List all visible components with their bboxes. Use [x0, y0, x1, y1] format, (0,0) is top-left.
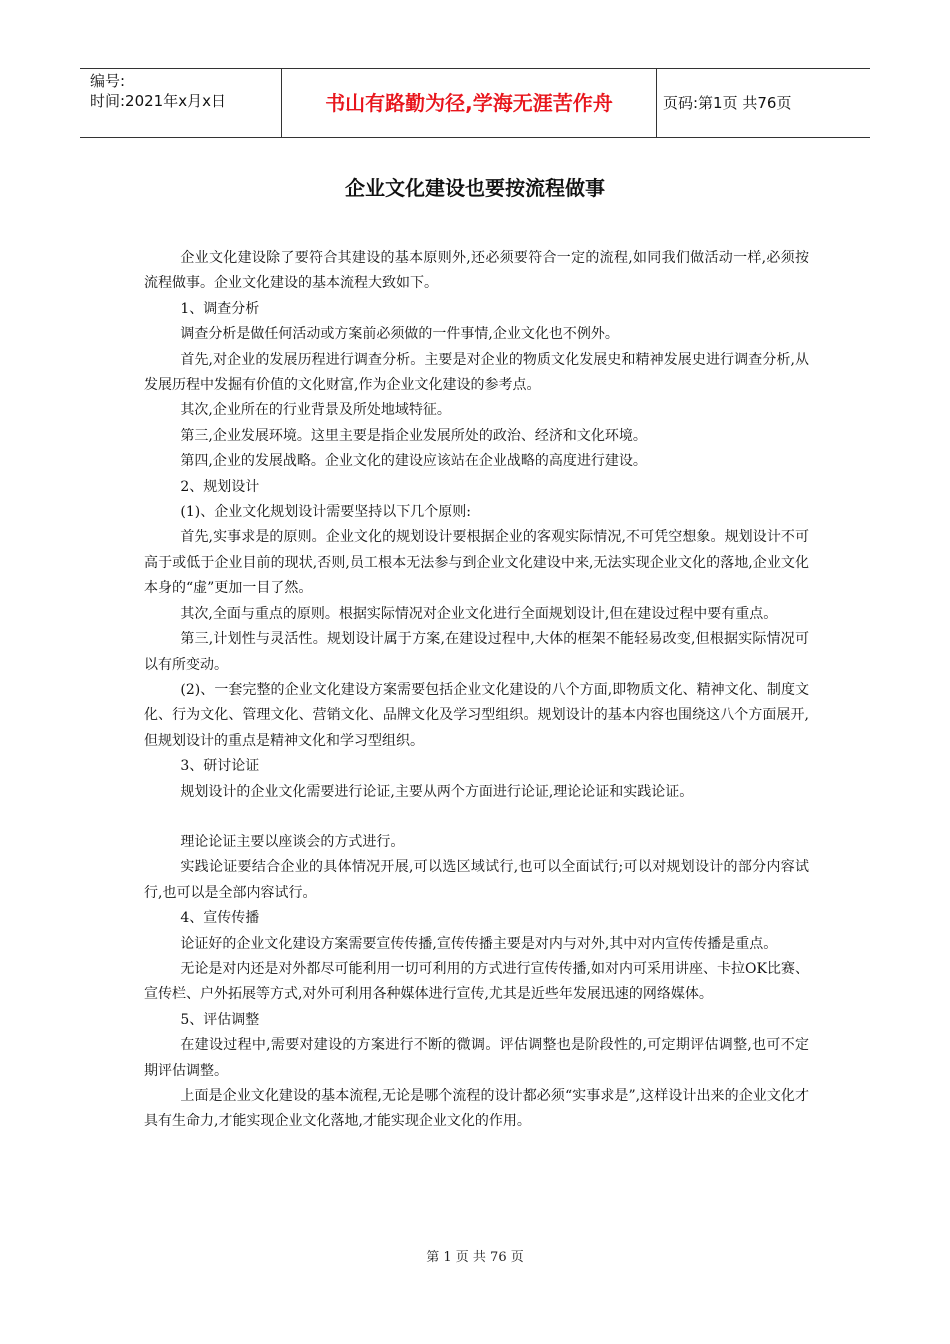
- paragraph: 论证好的企业文化建设方案需要宣传传播,宣传传播主要是对内与对外,其中对内宣传传播是重点。: [180, 935, 778, 952]
- section-heading: 1、调查分析: [180, 300, 260, 317]
- paragraph: 其次,企业所在的行业背景及所处地域特征。: [180, 402, 451, 419]
- document-title: 企业文化建设也要按流程做事: [345, 176, 605, 200]
- section-heading: 3、研讨论证: [180, 758, 260, 775]
- paragraph: 其次,全面与重点的原则。根据实际情况对企业文化进行全面规划设计,但在建设过程中要有重点。: [180, 605, 778, 622]
- document-date-label: 时间:2021年x月x日: [90, 92, 226, 110]
- paragraph: 调查分析是做任何活动或方案前必须做的一件事情,企业文化也不例外。: [180, 326, 619, 343]
- paragraph: 上面是企业文化建设的基本流程,无论是哪个流程的设计都必须“实事求是”,这样设计出来的企业文化才具有生命力,才能实现企业文化落地,才能实现企业文化的作用。: [144, 1088, 809, 1130]
- header-motto-cell: [281, 69, 657, 137]
- paragraph: (2)、一套完整的企业文化建设方案需要包括企业文化建设的八个方面,即物质文化、精神文化、制度文化、行为文化、管理文化、营销文化、品牌文化及学习型组织。规划设计的基本内容也围绕这八个方面展开,但规划设计的重点是精神文化和学习型组织。: [144, 681, 809, 749]
- paragraph: 第三,企业发展环境。这里主要是指企业发展所处的政治、经济和文化环境。: [180, 427, 647, 444]
- page-footer: 第 1 页 共 76 页: [426, 1250, 524, 1265]
- header-page-label: 页码:第1页 共76页: [663, 94, 792, 112]
- paragraph: 第三,计划性与灵活性。规划设计属于方案,在建设过程中,大体的框架不能轻易改变,但根据实际情况可以有所变动。: [144, 631, 809, 673]
- page-header: [80, 68, 870, 138]
- paragraph: 理论论证主要以座谈会的方式进行。: [180, 833, 405, 850]
- paragraph: 第四,企业的发展战略。企业文化的建设应该站在企业战略的高度进行建设。: [180, 453, 647, 470]
- paragraph: 无论是对内还是对外都尽可能利用一切可利用的方式进行宣传传播,如对内可采用讲座、卡拉OK比赛、宣传栏、户外拓展等方式,对外可利用各种媒体进行宣传,尤其是近些年发展迅速的网络媒体。: [144, 960, 809, 1003]
- header-info-cell: [80, 69, 280, 137]
- paragraph: 首先,实事求是的原则。企业文化的规划设计要根据企业的客观实际情况,不可凭空想象。规划设计不可高于或低于企业目前的现状,否则,员工根本无法参与到企业文化建设中来,无法实现企业文化的落地,企业文化本身的“虚”更加一目了然。: [144, 529, 809, 597]
- paragraph: 企业文化建设除了要符合其建设的基本原则外,还必须要符合一定的流程,如同我们做活动一样,必须按流程做事。企业文化建设的基本流程大致如下。: [144, 250, 809, 292]
- paragraph: 实践论证要结合企业的具体情况开展,可以选区域试行,也可以全面试行;可以对规划设计的部分内容试行,也可以是全部内容试行。: [144, 859, 809, 901]
- paragraph: (1)、企业文化规划设计需要坚持以下几个原则:: [180, 504, 471, 521]
- paragraph: 规划设计的企业文化需要进行论证,主要从两个方面进行论证,理论论证和实践论证。: [180, 783, 694, 800]
- section-heading: 5、评估调整: [180, 1011, 260, 1028]
- header-motto: 书山有路勤为径,学海无涯苦作舟: [325, 91, 613, 115]
- section-heading: 4、宣传传播: [180, 910, 260, 927]
- section-heading: 2、规划设计: [180, 478, 260, 495]
- document-number-label: 编号:: [90, 72, 126, 90]
- paragraph: 首先,对企业的发展历程进行调查分析。主要是对企业的物质文化发展史和精神发展史进行调查分析,从发展历程中发掘有价值的文化财富,作为企业文化建设的参考点。: [144, 351, 809, 394]
- document-body: [144, 246, 809, 1135]
- paragraph: 在建设过程中,需要对建设的方案进行不断的微调。评估调整也是阶段性的,可定期评估调整,也可不定期评估调整。: [144, 1037, 809, 1079]
